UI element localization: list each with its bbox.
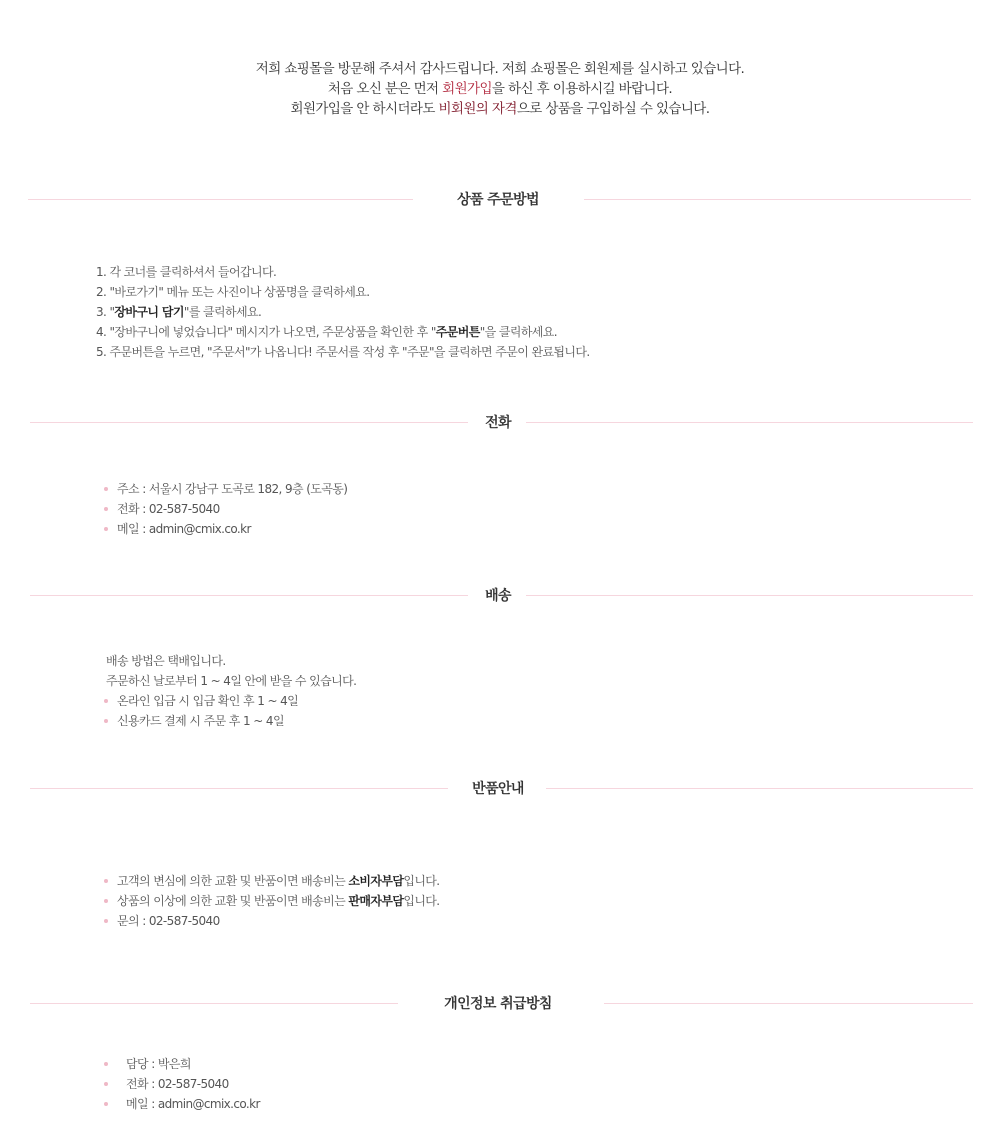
order-step-1: 1. 각 코너를 클릭하셔서 들어갑니다. <box>96 265 277 279</box>
divider-line <box>546 788 973 789</box>
divider-line <box>28 199 413 200</box>
order-step-5: 5. 주문버튼을 누르면, "주문서"가 나옵니다! 주문서를 작성 후 "주문"을 클릭하면 주문이 완료됩니다. <box>96 345 590 359</box>
address-item: 주소 : 서울시 강남구 도곡로 182, 9층 (도곡동) <box>103 479 347 499</box>
phone-list <box>103 479 347 539</box>
intro-line-2: 처음 오신 분은 먼저 회원가입을 하신 후 이용하시길 바랍니다. <box>327 81 673 97</box>
bullet-icon <box>104 1062 108 1066</box>
bullet-icon <box>104 899 108 903</box>
delivery-period: 주문하신 날로부터 1 ~ 4일 안에 받을 수 있습니다. <box>106 674 357 688</box>
delivery-text <box>106 651 356 691</box>
intro-line-3: 회원가입을 안 하시더라도 비회원의 자격으로 상품을 구입하실 수 있습니다. <box>290 101 710 117</box>
returns-contact-item: 문의 : 02-587-5040 <box>103 911 440 931</box>
privacy-section-header <box>0 994 1000 1014</box>
tel-item: 전화 : 02-587-5040 <box>103 499 347 519</box>
returns-section-header <box>0 779 1000 799</box>
section-title-order: 상품 주문방법 <box>457 192 539 208</box>
divider-line <box>604 1003 973 1004</box>
divider-line <box>30 788 448 789</box>
divider-line <box>30 1003 398 1004</box>
delivery-bank-item: 온라인 입금 시 입금 확인 후 1 ~ 4일 <box>103 691 298 711</box>
section-title-privacy: 개인정보 취급방침 <box>444 996 552 1012</box>
order-steps <box>96 262 590 362</box>
delivery-list <box>103 691 298 731</box>
delivery-section-header <box>0 586 1000 606</box>
bullet-icon <box>104 507 108 511</box>
divider-line <box>526 595 973 596</box>
intro-text <box>0 59 1000 119</box>
delivery-card-item: 신용카드 결제 시 주문 후 1 ~ 4일 <box>103 711 298 731</box>
bullet-icon <box>104 1082 108 1086</box>
returns-list <box>103 871 440 931</box>
section-title-delivery: 배송 <box>485 588 511 604</box>
phone-section-header <box>0 413 1000 433</box>
guest-highlight: 비회원의 자격 <box>438 101 517 117</box>
returns-customer-item: 고객의 변심에 의한 교환 및 반품이면 배송비는 소비자부담입니다. <box>103 871 440 891</box>
order-step-4: 4. "장바구니에 넣었습니다" 메시지가 나오면, 주문상품을 확인한 후 "주문버튼"을 클릭하세요. <box>96 325 558 339</box>
privacy-manager-item: 담당 : 박은희 <box>103 1054 260 1074</box>
divider-line <box>584 199 971 200</box>
intro-line-1: 저희 쇼핑몰을 방문해 주셔서 감사드립니다. 저희 쇼핑몰은 회원제를 실시하고 있습니다. <box>255 61 745 77</box>
bullet-icon <box>104 487 108 491</box>
bullet-icon <box>104 527 108 531</box>
bullet-icon <box>104 699 108 703</box>
bullet-icon <box>104 879 108 883</box>
section-title-returns: 반품안내 <box>472 781 524 797</box>
bullet-icon <box>104 1102 108 1106</box>
order-section-header <box>0 190 1000 210</box>
order-step-3: 3. "장바구니 담기"를 클릭하세요. <box>96 305 262 319</box>
order-step-2: 2. "바로가기" 메뉴 또는 사진이나 상품명을 클릭하세요. <box>96 285 370 299</box>
mail-item: 메일 : admin@cmix.co.kr <box>103 519 347 539</box>
privacy-tel-item: 전화 : 02-587-5040 <box>103 1074 260 1094</box>
divider-line <box>526 422 973 423</box>
bullet-icon <box>104 719 108 723</box>
returns-seller-item: 상품의 이상에 의한 교환 및 반품이면 배송비는 판매자부담입니다. <box>103 891 440 911</box>
privacy-list <box>103 1054 260 1114</box>
delivery-method: 배송 방법은 택배입니다. <box>106 654 226 668</box>
bullet-icon <box>104 919 108 923</box>
privacy-mail-item: 메일 : admin@cmix.co.kr <box>103 1094 260 1114</box>
section-title-phone: 전화 <box>485 415 511 431</box>
signup-highlight: 회원가입 <box>442 81 492 97</box>
